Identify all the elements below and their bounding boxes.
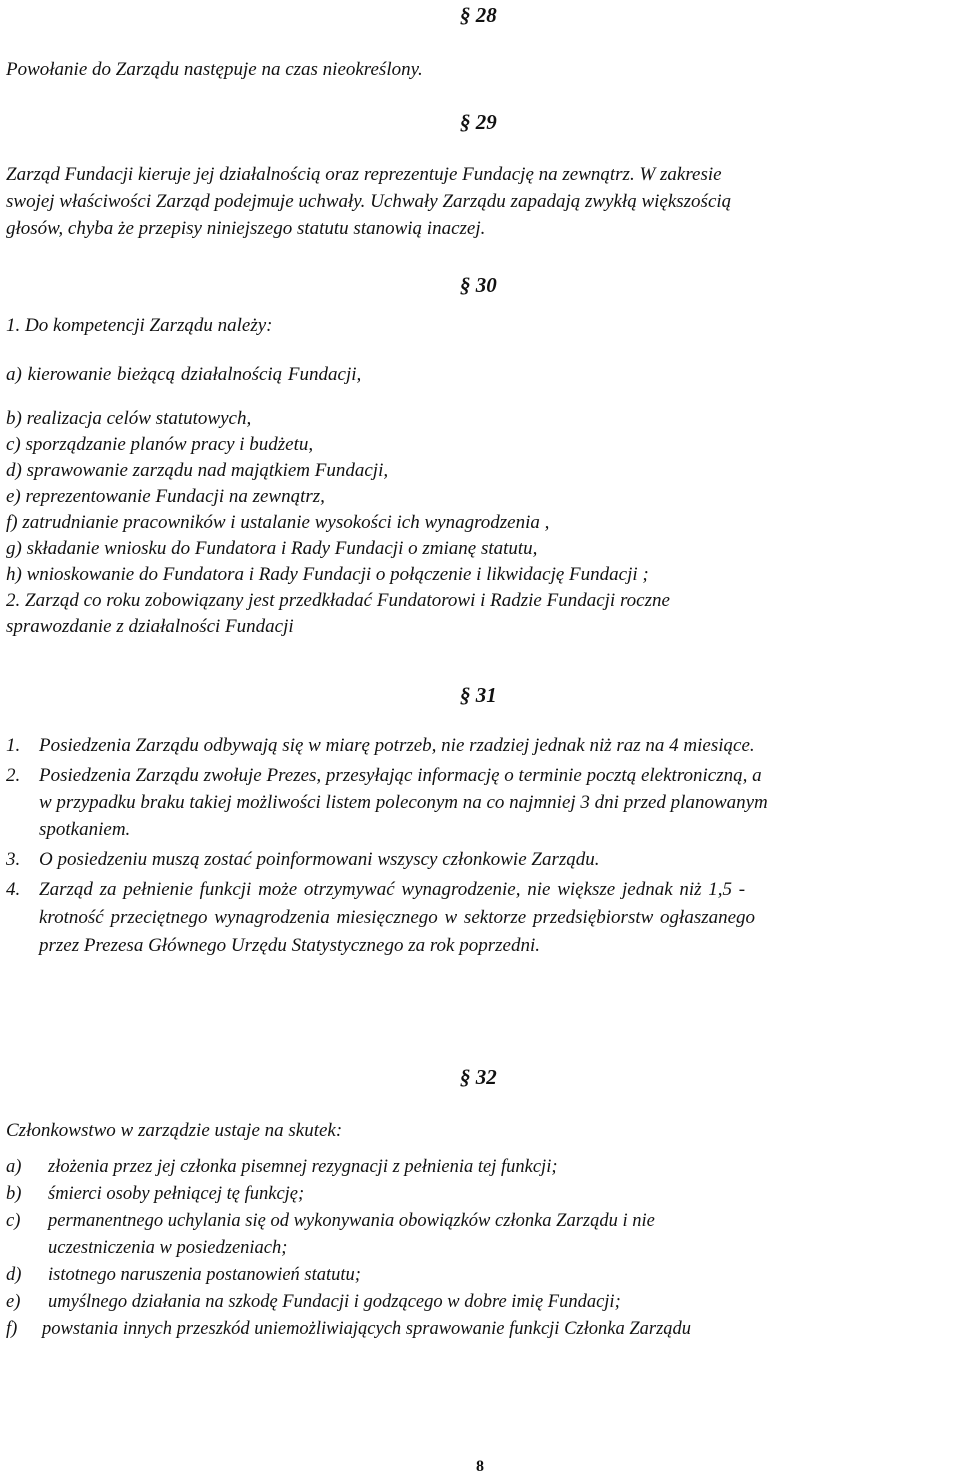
meeting-item-line: przez Prezesa Głównego Urzędu Statystycznego za rok poprzedni. (39, 935, 540, 956)
competence-item: c) sporządzanie planów pracy i budżetu, (6, 434, 314, 455)
competence-item: g) składanie wniosku do Fundatora i Rady Fundacji o zmianę statutu, (6, 538, 538, 559)
meetings-list (0, 732, 960, 962)
membership-item-line: permanentnego uchylania się od wykonywania obowiązków członka Zarządu i nie (48, 1211, 655, 1231)
report-line: sprawozdanie z działalności Fundacji (6, 616, 294, 637)
meeting-item-line: Posiedzenia Zarządu zwołuje Prezes, przesyłając informację o terminie pocztą elektroniczną, a (39, 765, 762, 786)
section-heading-28: § 28 (460, 3, 497, 27)
paragraph-28: Powołanie do Zarządu następuje na czas nieokreślony. (6, 59, 423, 80)
membership-item-label: c) (6, 1211, 21, 1231)
competence-item: d) sprawowanie zarządu nad majątkiem Fundacji, (6, 460, 389, 481)
competence-item: h) wnioskowanie do Fundatora i Rady Fundacji o połączenie i likwidację Fundacji ; (6, 564, 649, 585)
meeting-item-number: 4. (6, 879, 21, 900)
meeting-item-line: Posiedzenia Zarządu odbywają się w miarę potrzeb, nie rzadziej jednak niż raz na 4 miesiące. (39, 735, 755, 756)
section-heading-30: § 30 (460, 273, 497, 297)
membership-list (0, 1154, 960, 1354)
membership-item-line: umyślnego działania na szkodę Fundacji i godzącego w dobre imię Fundacji; (48, 1292, 621, 1312)
membership-item-label: f) (6, 1319, 18, 1339)
competence-intro: 1. Do kompetencji Zarządu należy: (6, 315, 273, 336)
paragraph-line: Zarząd Fundacji kieruje jej działalnością oraz reprezentuje Fundację na zewnątrz. W zakresie (6, 164, 722, 185)
competence-item: e) reprezentowanie Fundacji na zewnątrz, (6, 486, 325, 507)
membership-item-line: powstania innych przeszkód uniemożliwiających sprawowanie funkcji Członka Zarządu (42, 1319, 692, 1339)
meeting-item-number: 2. (6, 765, 21, 786)
section-heading-29: § 29 (460, 110, 497, 134)
report-line: 2. Zarząd co roku zobowiązany jest przedkładać Fundatorowi i Radzie Fundacji roczne (6, 590, 670, 611)
membership-item-label: e) (6, 1292, 21, 1312)
membership-item-line: złożenia przez jej członka pisemnej rezygnacji z pełnienia tej funkcji; (48, 1157, 558, 1177)
paragraph-line: głosów, chyba że przepisy niniejszego statutu stanowią inaczej. (6, 218, 486, 239)
page-number: 8 (476, 1458, 484, 1475)
paragraph-line: swojej właściwości Zarząd podejmuje uchwały. Uchwały Zarządu zapadają zwykłą większością (6, 191, 732, 212)
competence-list (6, 406, 670, 640)
membership-intro: Członkowstwo w zarządzie ustaje na skutek: (6, 1120, 343, 1141)
membership-item-label: a) (6, 1157, 22, 1177)
competence-item-a: a) kierowanie bieżącą działalnością Fundacji, (6, 364, 362, 385)
meeting-item-number: 1. (6, 735, 21, 756)
section-heading-32: § 32 (460, 1065, 497, 1089)
meeting-item-line: Zarząd za pełnienie funkcji może otrzymywać wynagrodzenie, nie większe jednak niż 1,5 - (39, 879, 746, 900)
membership-item-line: uczestniczenia w posiedzeniach; (48, 1238, 288, 1258)
meeting-item-line: w przypadku braku takiej możliwości listem poleconym na co najmniej 3 dni przed planowanym (39, 792, 768, 813)
meeting-item-line: krotność przeciętnego wynagrodzenia miesięcznego w sektorze przedsiębiorstw ogłaszanego (39, 907, 756, 928)
meeting-item-line: O posiedzeniu muszą zostać poinformowani wszyscy członkowie Zarządu. (39, 849, 600, 870)
section-heading-31: § 31 (460, 683, 497, 707)
membership-item-label: b) (6, 1184, 22, 1204)
meeting-item-line: spotkaniem. (39, 819, 131, 840)
competence-item: f) zatrudnianie pracowników i ustalanie wysokości ich wynagrodzenia , (6, 512, 550, 533)
meeting-item-number: 3. (6, 849, 21, 870)
membership-item-label: d) (6, 1265, 22, 1285)
competence-item: b) realizacja celów statutowych, (6, 408, 252, 429)
paragraph-29 (6, 161, 731, 242)
membership-item-line: istotnego naruszenia postanowień statutu; (48, 1265, 361, 1285)
membership-item-line: śmierci osoby pełniącej tę funkcję; (48, 1184, 305, 1204)
